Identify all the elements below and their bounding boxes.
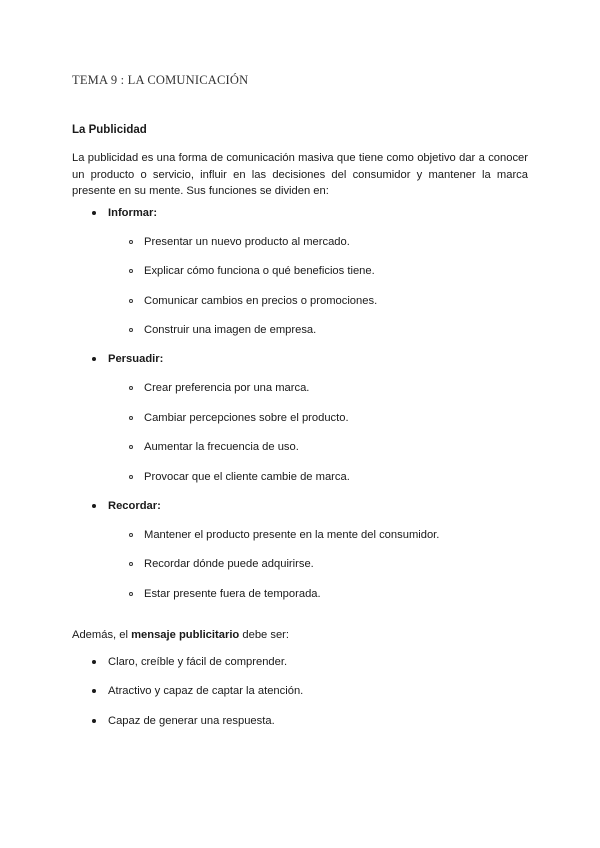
list-item: Construir una imagen de empresa. (144, 324, 317, 336)
sub-bullet-marker (129, 475, 133, 479)
sub-bullet-marker (129, 416, 133, 420)
document-title: TEMA 9 : LA COMUNICACIÓN (72, 73, 249, 87)
sub-bullet-marker (129, 240, 133, 244)
bullet-marker (92, 504, 96, 508)
section-heading: La Publicidad (72, 124, 147, 136)
sub-bullet-marker (129, 445, 133, 449)
sub-bullet-marker (129, 328, 133, 332)
list-item: Provocar que el cliente cambie de marca. (144, 471, 350, 483)
sub-bullet-marker (129, 562, 133, 566)
list-item: Atractivo y capaz de captar la atención. (108, 685, 304, 697)
list-item: Cambiar percepciones sobre el producto. (144, 412, 349, 424)
bullet-marker (92, 211, 96, 215)
list-item: Explicar cómo funciona o qué beneficios tiene. (144, 265, 375, 277)
bullet-marker (92, 357, 96, 361)
message-intro-before: Además, el (72, 629, 132, 641)
list-item: Comunicar cambios en precios o promociones. (144, 295, 378, 307)
sub-bullet-marker (129, 533, 133, 537)
message-intro (72, 628, 289, 642)
function-label-informar: Informar: (108, 207, 158, 219)
list-item: Mantener el producto presente en la mente del consumidor. (144, 529, 440, 541)
list-item: Recordar dónde puede adquirirse. (144, 558, 314, 570)
sub-bullet-marker (129, 299, 133, 303)
message-intro-bold: mensaje publicitario (131, 629, 240, 641)
list-item: Claro, creíble y fácil de comprender. (108, 656, 288, 668)
sub-bullet-marker (129, 269, 133, 273)
function-label-persuadir: Persuadir: (108, 353, 164, 365)
sub-bullet-marker (129, 386, 133, 390)
intro-paragraph: La publicidad es una forma de comunicación masiva que tiene como objetivo dar a conocer un producto o servicio, influir en las decisiones del consumidor y mantener la marca presente en su mente. Sus funciones se dividen en: (72, 152, 528, 197)
bullet-marker (92, 689, 96, 693)
bullet-marker (92, 660, 96, 664)
list-item: Capaz de generar una respuesta. (108, 715, 275, 727)
function-label-recordar: Recordar: (108, 500, 161, 512)
list-item: Estar presente fuera de temporada. (144, 588, 321, 600)
bullet-marker (92, 719, 96, 723)
list-item: Presentar un nuevo producto al mercado. (144, 236, 350, 248)
list-item: Aumentar la frecuencia de uso. (144, 441, 299, 453)
list-item: Crear preferencia por una marca. (144, 382, 310, 394)
sub-bullet-marker (129, 592, 133, 596)
message-intro-after: debe ser: (239, 629, 290, 641)
